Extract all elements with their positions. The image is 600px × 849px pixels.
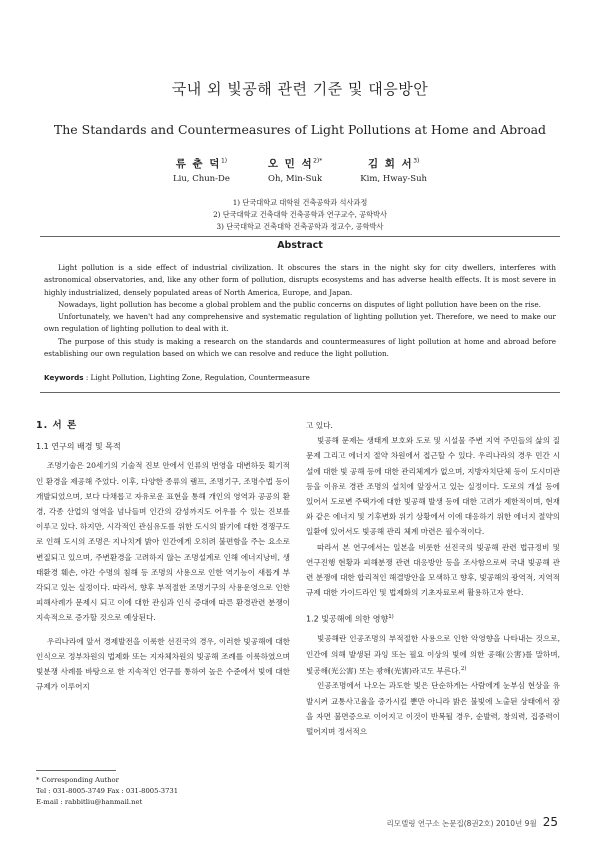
keywords-label: Keywords: [44, 373, 84, 382]
left-column: [36, 418, 290, 694]
author-name-ko: 오 민 석: [267, 158, 314, 170]
subsection-heading: [306, 610, 560, 627]
body-paragraph: [306, 631, 560, 678]
keywords: [44, 373, 556, 382]
body-paragraph: 빛공해 문제는 생태계 보호와 도로 및 시설물 주변 지역 주민들의 삶의 질 문제 그리고 에너지 절약 차원에서 접근할 수 있다. 우리나라의 경우 민간 시설에 대한 빛 공해 등에 대한 관리체계가 없으며, 지방자치단체 등이 도시미관 등을 이유로 경관 조명의 설치에 앞장서고 있는 실정이다. 도로의 개설 등에 있어서 도로변 주택가에 대한 빛공해 발생 등에 대한 고려가 제한적이며, 현재와 같은 에너지 및 기후변화 위기 상황에서 이에 대응하기 위한 에너지 절약의 일환에 있어서도 빛공해 관리 체계 마련은 필수적이다.: [306, 436, 560, 537]
author-mark: 3): [413, 157, 420, 165]
section-heading: 1. 서 론: [36, 420, 78, 431]
abstract-paragraph: Light pollution is a side effect of industrial civilization. It obscures the stars in the night sky for city dwellers, interferes with astronomical observatories, and, like any other form of pollution, disrupts ecosystems and has adverse health effects. It is most severe in highly industrialized, densely populated areas of North America, Europe, and Japan.: [44, 263, 556, 297]
abstract-paragraph: The purpose of this study is making a research on the standards and countermeasures of light pollution at home and abroad before establishing our own regulation based on which we can resolve and reduce the light pollution.: [44, 336, 556, 359]
author-name-ko: 류 춘 덕: [175, 158, 221, 170]
reference-mark: 2): [460, 665, 467, 672]
author-name-en: Kim, Hway-Suh: [360, 174, 428, 184]
journal-info: 리모델링 연구소 논문집(8권2호) 2010년 9월: [386, 819, 537, 828]
body-paragraph: 조명기술은 20세기의 기술적 진보 안에서 인류의 번영을 대변하듯 획기적인 환경을 제공해 주었다. 이후, 다양한 종류의 램프, 조명기구, 조명수법 등이 개발되었으며, 보다 다채롭고 자유로운 표현을 통해 개인의 영역과 공공의 환경, 각종 산업의 영역을 넘나들며 인간의 감성까지도 어우를 수 있는 진보를 이루고 있다. 하지만, 시각적인 관심유도를 위한 도시의 밝기에 대한 경쟁구도로 인해 도시의 조명은 지나치게 밝아 인간에게 오히려 불편함을 주는 요소로 변질되고 있으며, 주변환경을 고려하지 않는 조명설계로 인해 에너지낭비, 생태환경 훼손, 야간 수명의 침해 등 조명의 사용으로 인한 역기능이 새롭게 부각되고 있는 실정이다. 따라서, 향후 부적절한 조명기구의 사용운영으로 인한 피해사례가 문제시 되고 이에 대한 관심과 인식 증대에 따른 환경관련 분쟁이 지속적으로 증가할 것으로 예상된다.: [36, 461, 290, 623]
author-mark: 1): [220, 157, 228, 165]
author-3: [360, 156, 427, 184]
body-paragraph: 인공조명에서 나오는 과도한 빛은 단순하게는 사람에게 눈부심 현상을 유발시켜 교통사고율을 증가시킬 뿐만 아니라 밝은 불빛에 노출된 상태에서 잠을 자면 불면증으로 이어지고 이것이 반복될 경우, 순발력, 창의력, 집중력이 떨어지며 정서적으: [306, 681, 560, 737]
keywords-list: : Light Pollution, Lighting Zone, Regulation, Countermeasure: [83, 373, 310, 382]
abstract-heading: Abstract: [277, 240, 323, 251]
body-paragraph: 따라서 본 연구에서는 일본을 비롯한 선진국의 빛공해 관련 법규정비 및 연구진행 현황과 피해분쟁 관련 대응방안 등을 조사함으로써 국내 빛공해 관련 분쟁에 대한 합리적인 해결방안을 모색하고 향후, 빛공해의 광역적, 지역적 규제 대한 가이드라인 및 법제화의 기초자료로써 활용하고자 한다.: [306, 542, 560, 598]
title-english: The Standards and Countermeasures of Light Pollutions at Home and Abroad: [53, 122, 547, 137]
page-footer: [386, 815, 558, 829]
footnote: [36, 775, 290, 808]
body-text: 빛공해란 인공조명의 부적절한 사용으로 인한 악영향을 나타내는 것으로, 인간에 의해 발생된 과잉 또는 필요 이상의 빛에 의한 공해(公害)를 말하며, 빛공해(光公害) 또는 광해(光害)라고도 부른다.: [306, 634, 560, 676]
body-paragraph: 우리나라에 앞서 경제발전을 이룩한 선진국의 경우, 이러한 빛공해에 대한 인식으로 정부차원의 법제화 또는 지자체차원의 빛공해 조례를 이룩하였으며 빛분쟁 사례를 바탕으로 한 지속적인 연구를 통하여 높은 수준에서 빛에 대한 규제가 이루어지: [36, 636, 290, 692]
page-number: 25: [542, 815, 558, 829]
author-name-en: Liu, Chun-De: [172, 174, 230, 184]
affiliation-3: 3) 단국대학교 건축대학 건축공학과 정교수, 공학박사: [216, 222, 384, 231]
affiliations: [0, 197, 600, 233]
abstract-body: [44, 262, 556, 360]
affiliation-2: 2) 단국대학교 건축대학 건축공학과 연구교수, 공학박사: [213, 210, 387, 219]
body-paragraph: 고 있다.: [306, 421, 333, 430]
footnote-mark: 1): [388, 614, 394, 621]
right-column: [306, 418, 560, 739]
abstract-paragraph: Unfortunately, we haven't had any comprehensive and systematic regulation of lighting pollution yet. Therefore, we need to make our own regulation of lighting pollution to deal with it.: [44, 312, 556, 334]
abstract-paragraph: Nowadays, light pollution has become a global problem and the public concerns on disputes of light pollution have been on the rise.: [58, 299, 541, 309]
author-list: [0, 156, 600, 184]
author-mark: 2)*: [313, 157, 323, 165]
subsection-heading: 1.1 연구의 배경 및 목적: [36, 442, 121, 452]
divider-top: [40, 236, 560, 237]
title-korean: 국내 외 빛공해 관련 기준 및 대응방안: [171, 80, 429, 98]
footnote-label: * Corresponding Author: [36, 776, 119, 784]
divider-bottom: [40, 392, 560, 393]
footnote-email: E-mail : rabbitliu@hanmail.net: [36, 798, 143, 806]
footnote-divider: [36, 770, 116, 771]
affiliation-1: 1) 단국대학교 대학원 건축공학과 석사과정: [232, 198, 368, 207]
subsection-title: 1.2 빛공해에 의한 영향: [306, 615, 389, 625]
author-name-ko: 김 회 서: [367, 158, 414, 170]
footnote-tel: Tel : 031-8005-3749 Fax : 031-8005-3731: [36, 787, 179, 795]
author-name-en: Oh, Min-Suk: [268, 174, 323, 184]
author-2: [268, 156, 322, 184]
author-1: [173, 156, 230, 184]
